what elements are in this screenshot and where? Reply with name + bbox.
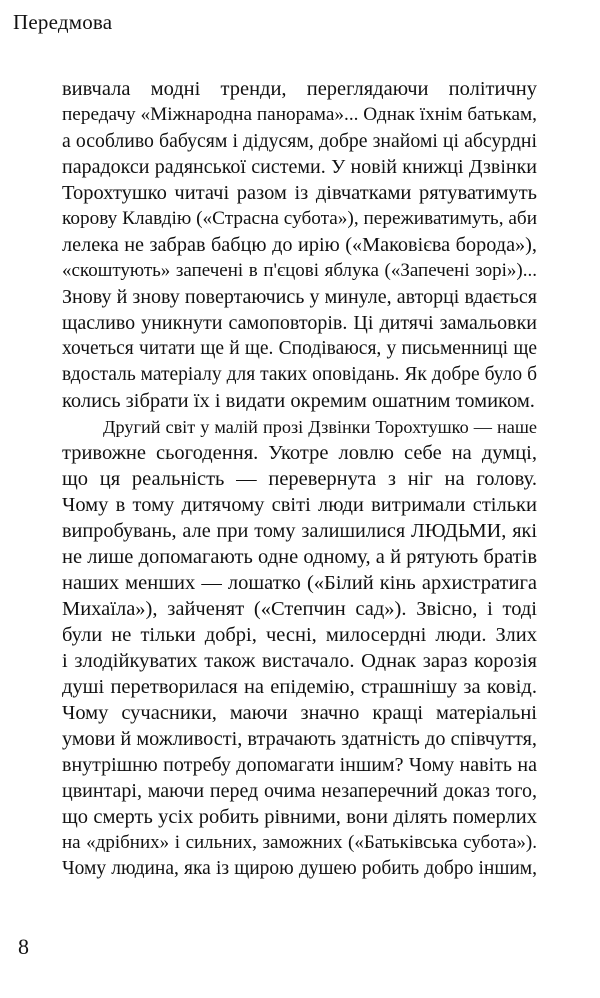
text-line: Чому сучасники, маючи значно кращі матеріальні xyxy=(62,702,537,724)
text-line: хочеться читати ще й ще. Сподіваюся, у письменниці ще xyxy=(62,338,537,359)
text-line: цвинтарі, маючи перед очима незаперечний доказ того, xyxy=(62,780,537,802)
text-line: «скоштують» запечені в п'єцові яблука («Запечені зорі»)... xyxy=(62,260,537,281)
text-line: лелека не забрав бабцю до ирію («Маковієва борода»), xyxy=(62,234,537,256)
text-line: наших менших — лошатко («Білий кінь архистратига xyxy=(62,572,537,594)
text-line: Знову й знову повертаючись у минуле, авторці вдається xyxy=(62,286,537,308)
text-line: не лише допомагають одне одному, а й рятують братів xyxy=(62,546,537,568)
text-line: душі перетворилася на епідемію, страшнішу за ковід. xyxy=(62,676,537,698)
text-line: Чому людина, яка із щирою душею робить добро іншим, xyxy=(62,858,537,879)
page-number: 8 xyxy=(18,934,29,959)
text-line: вдосталь матеріалу для таких оповідань. Як добре було б xyxy=(62,364,537,385)
text-line: передачу «Міжнародна панорама»... Однак їхнім батькам, xyxy=(62,104,537,125)
text-line: випробувань, але при тому залишилися ЛЮДЬМИ, які xyxy=(62,520,537,542)
text-line: а особливо бабусям і дідусям, добре знайомі ці абсурдні xyxy=(62,130,537,152)
text-line: і злодійкуватих також вистачало. Однак зараз корозія xyxy=(62,650,537,672)
text-line: були не тільки добрі, чесні, милосердні люди. Злих xyxy=(62,624,537,646)
text-line: вивчала модні тренди, переглядаючи політичну xyxy=(62,78,537,100)
running-head: Передмова xyxy=(13,10,113,34)
text-line: колись зібрати їх і видати окремим ошатним томиком. xyxy=(62,390,535,412)
text-line: на «дрібних» і сильних, заможних («Батьківська субота»). xyxy=(62,832,537,853)
text-line: що ця реальність — перевернута з ніг на голову. xyxy=(62,468,537,490)
text-line: Михаїла»), зайченят («Степчин сад»). Звісно, і тоді xyxy=(62,598,537,620)
text-line: що смерть усіх робить рівними, вони ділять померлих xyxy=(62,806,537,828)
text-line: внутрішню потребу допомагати іншим? Чому навіть на xyxy=(62,754,537,776)
text-line: щасливо уникнути самоповторів. Ці дитячі замальовки xyxy=(62,312,537,334)
text-line: тривожне сьогодення. Укотре ловлю себе на думці, xyxy=(62,442,537,464)
text-line: Чому в тому дитячому світі люди витримали стільки xyxy=(62,494,537,516)
text-line: корову Клавдію («Страсна субота»), переживатимуть, аби xyxy=(62,208,537,229)
text-line: умови й можливості, втрачають здатність до співчуття, xyxy=(62,728,537,750)
text-line: парадокси радянської системи. У новій книжці Дзвінки xyxy=(62,156,537,178)
text-line: Торохтушко читачі разом із дівчатками рятуватимуть xyxy=(62,182,537,204)
text-line: Другий світ у малій прозі Дзвінки Торохтушко — наше xyxy=(103,417,537,437)
